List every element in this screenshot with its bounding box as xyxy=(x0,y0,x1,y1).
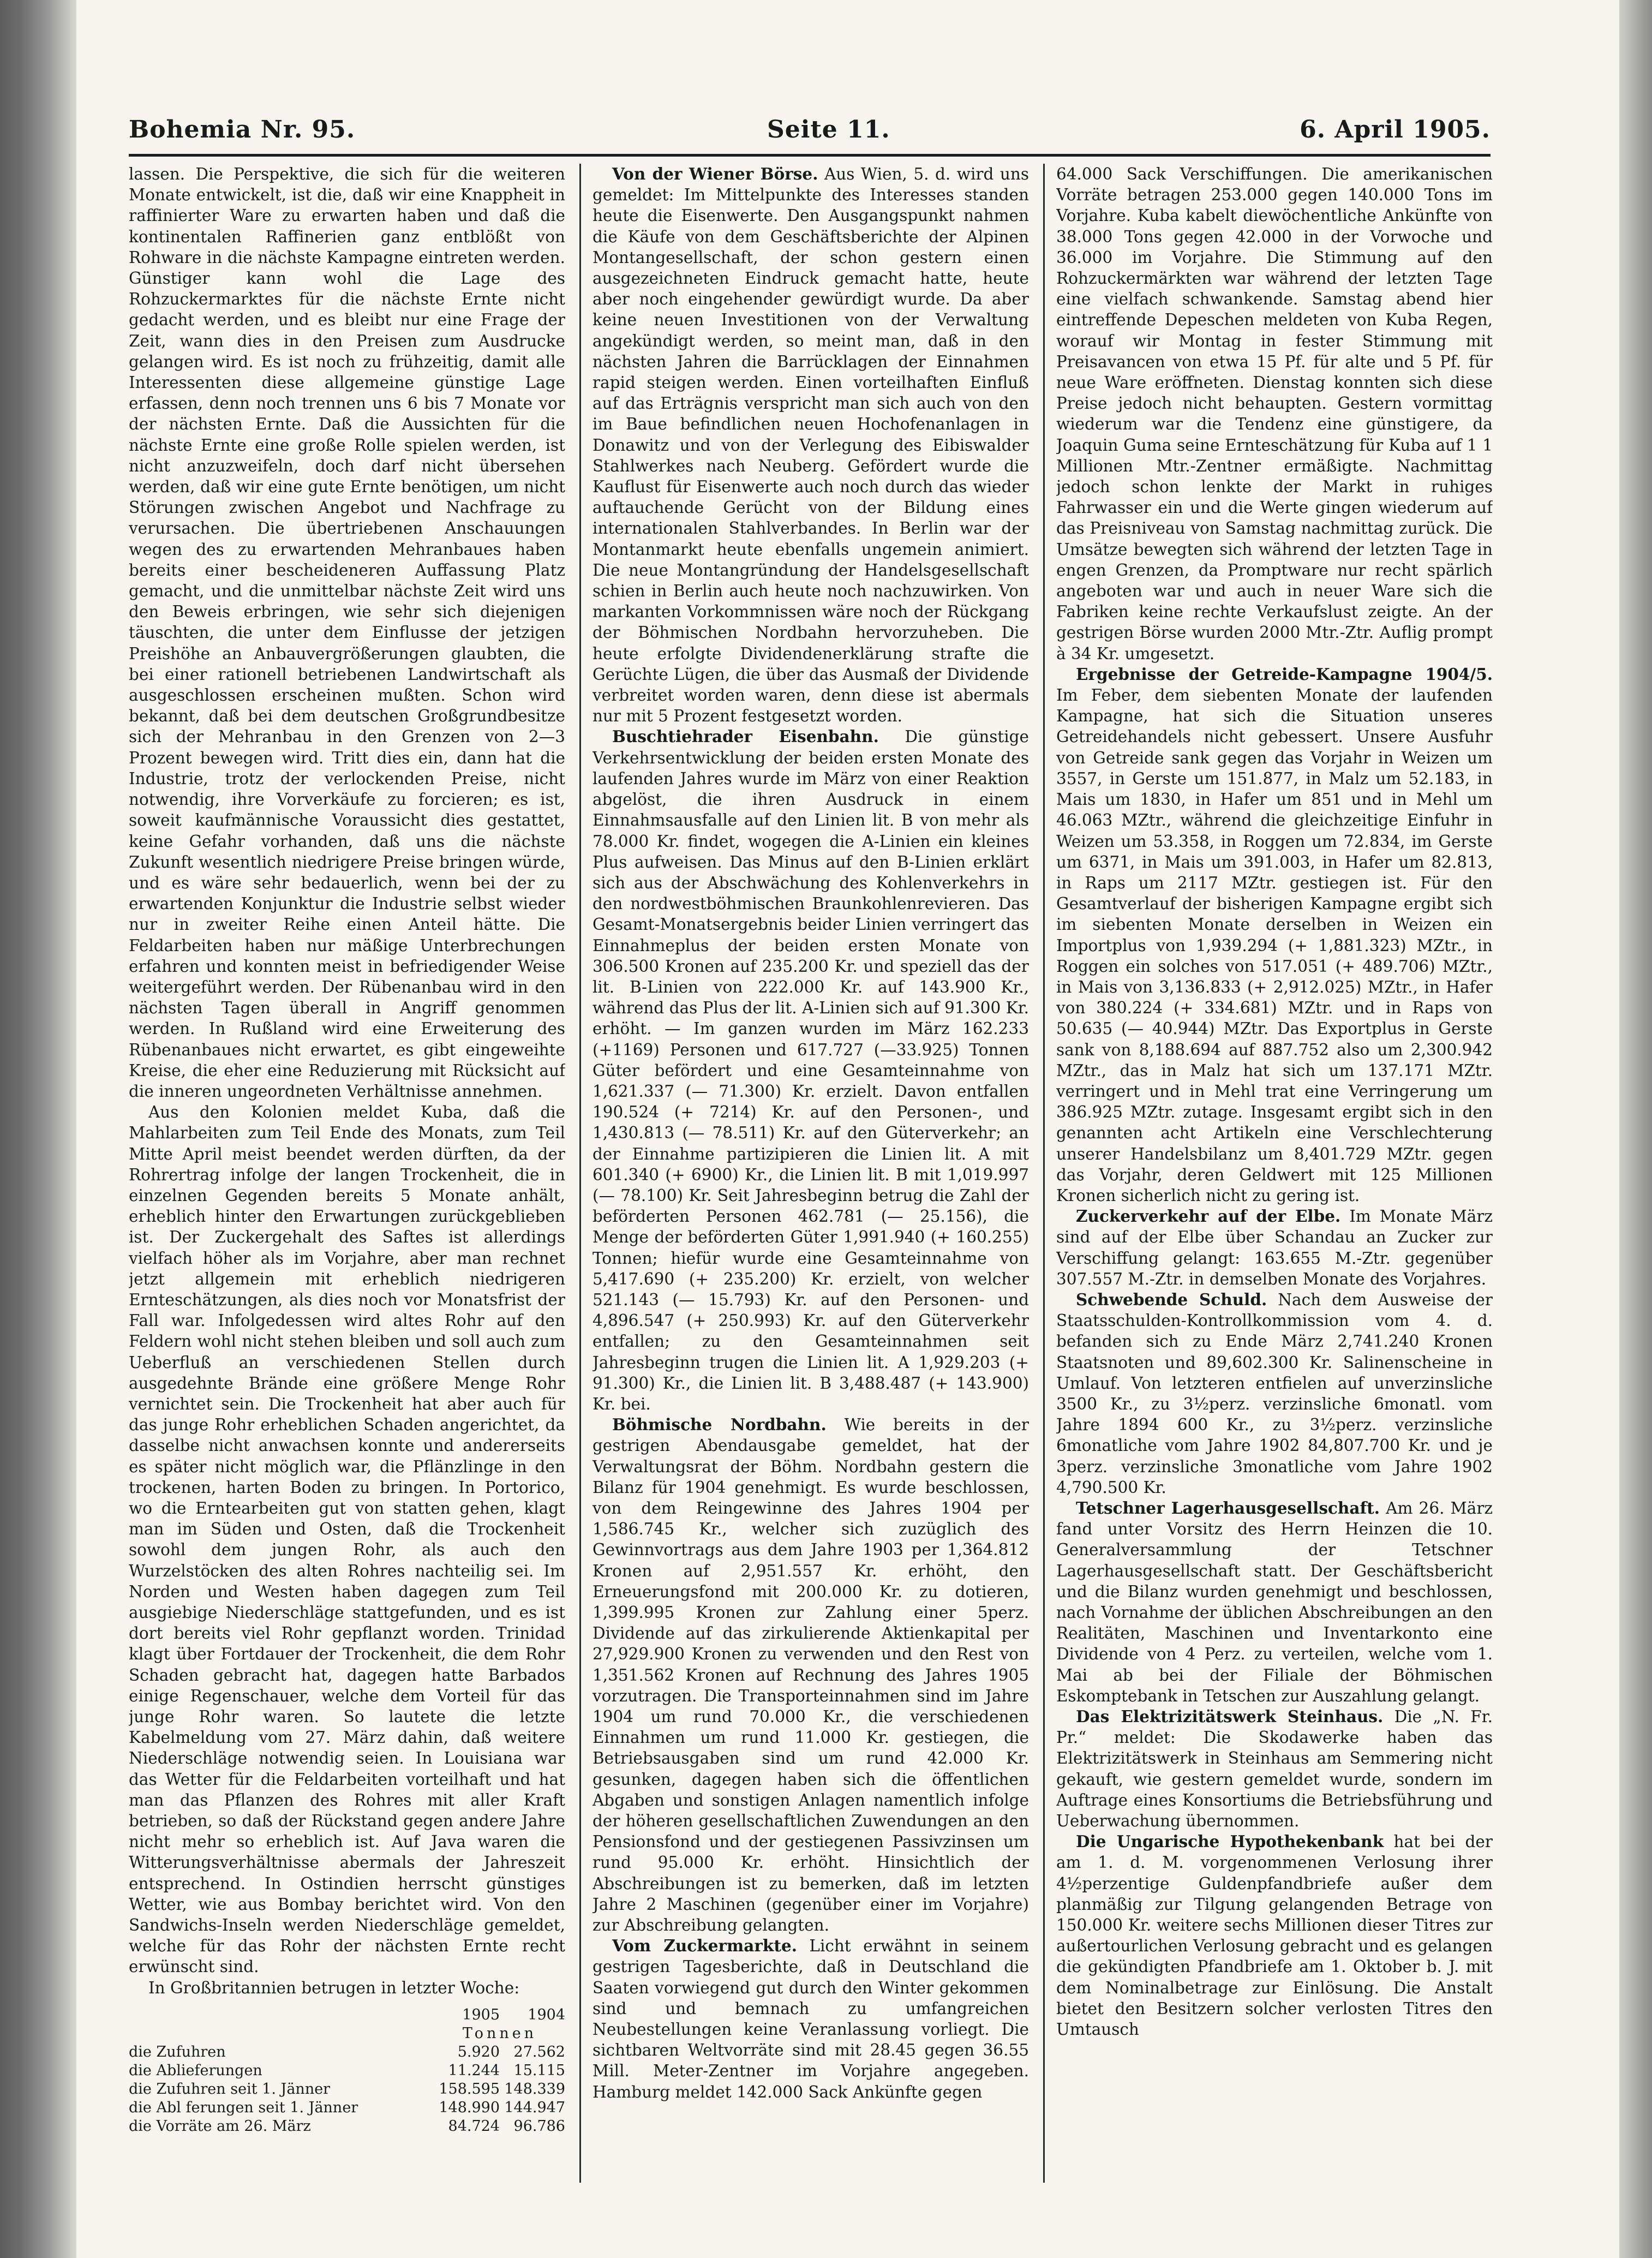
article-schwebende-schuld: Nach dem Ausweise der Staatsschulden-Kontrollkommission vom 4. d. befanden sich zu Ende März 2,741.240 Kronen Staatsnoten und 89,602.300 Kr. Salinenscheine in Umlauf. Von letzteren entfielen auf unverzinsliche 3500 Kr., zu 3½perz. verzinsliche 6monatl. vom Jahre 1894 600 Kr., zu 3½perz. verzinsliche 6monatliche vom Jahre 1902 84,807.700 Kr. und je 3perz. verzinsliche 3monatliche vom Jahre 1902 4,790.500 Kr. xyxy=(1056,1290,1493,1497)
row-value-1904: 27.562 xyxy=(513,2043,565,2060)
row-label: die Ablieferungen xyxy=(129,2062,262,2079)
col1-paragraph-1: lassen. Die Perspektive, die sich für die weiteren Monate entwickelt, ist die, daß wir eine Knappheit in raffinierter Ware zu erwarten haben und daß die kontinentalen Raffinerien ganz entblößt von Rohware in die nächste Kampagne eintreten werden. Günstiger kann wohl die Lage des Rohzuckermarktes für die nächste Ernte nicht gedacht werden, und es bleibt nur eine Frage der Zeit, wann dies in den Preisen zum Ausdrucke gelangen wird. Es ist noch zu frühzeitig, damit alle Interessenten diese allgemeine günstige Lage erfassen, denn noch trennen uns 6 bis 7 Monate vor der nächsten Ernte. Daß die Aussichten für die nächste Ernte eine große Rolle spielen werden, ist nicht anzuzweifeln, doch darf nicht übersehen werden, daß wir eine gute Ernte benötigen, um nicht Störungen zwischen Angebot und Nachfrage zu verursachen. Die übertriebenen Anschauungen wegen des zu erwartenden Mehranbaues haben bereits einer bescheideneren Auffassung Platz gemacht, und die unmittelbar nächste Zeit wird uns den Beweis erbringen, wie sehr sich diejenigen täuschten, die unter dem Einflusse der jetzigen Preishöhe an Anbauvergrößerungen glaubten, die bei einer rationell betriebenen Landwirtschaft als ausgeschlossen erscheinen mußten. Schon wird bekannt, daß bei dem deutschen Großgrundbesitze sich der Mehranbau in den Grenzen von 2—3 Prozent bewegen wird. Tritt dies ein, dann hat die Industrie, trotz der verlockenden Preise, nicht notwendig, ihre Vorverkäufe zu forcieren; es ist, soweit kaufmännische Voraussicht dies gestattet, keine Gefahr vorhanden, daß uns die nächste Zukunft wesentlich niedrigere Preise bringen würde, und es wäre sehr bedauerlich, wenn bei der zu erwartenden Konjunktur die Industrie selbst wieder nur in zweiter Reihe einen Anteil hätte. Die Feldarbeiten haben nur mäßige Unterbrechungen erfahren und konnten meist in befriedigender Weise weitergeführt werden. Der Rübenanbau wird in den nächsten Tagen überall in Angriff genommen werden. In Rußland wird eine Erweiterung des Rübenanbaues nicht erwartet, es gibt eingeweihte Kreise, die eher eine Reduzierung mit Rücksicht auf die inneren ungeordneten Verhältnisse annehmen. xyxy=(129,165,565,1101)
row-value-1905: 11.244 xyxy=(448,2062,500,2079)
article-getreide-kampagne: Im Feber, dem siebenten Monate der laufenden Kampagne, hat sich die Situation unseres Getreidehandels nicht gebessert. Unsere Ausfuhr von Getreide sank gegen das Vorjahr in Weizen um 3557, in Gerste um 151.877, in Malz um 52.183, in Mais um 1830, in Hafer um 851 und in Mehl um 46.063 MZtr., während die gleichzeitige Einfuhr in Weizen um 53.358, in Roggen um 72.834, im Gerste um 6371, in Mais um 391.003, in Hafer um 82.813, in Raps um 2117 MZtr. gestiegen ist. Für den Gesamtverlauf der bisherigen Kampagne ergibt sich im siebenten Monate derselben in Weizen ein Importplus von 1,939.294 (+ 1,881.323) MZtr., in Roggen ein solches von 517.051 (+ 489.706) MZtr., in Mais von 3,136.833 (+ 2,912.025) MZtr., in Hafer von 380.224 (+ 334.681) MZtr. und in Raps von 50.635 (— 40.944) MZtr. Das Exportplus in Gerste sank von 8,188.694 auf 887.752 also um 2,300.942 MZtr., das in Malz hat sich um 137.171 MZtr. verringert und in Mehl trat eine Verringerung um 386.925 MZtr. zutage. Insgesamt ergibt sich in den genannten acht Artikeln eine Verschlechterung unserer Handelsbilanz um 8,401.729 MZtr. gegen das Vorjahr, deren Geldwert mit 125 Millionen Kronen sicherlich nicht zu gering ist. xyxy=(1056,686,1493,1205)
table-unit: Tonnen xyxy=(462,2024,537,2042)
scan-edge-right xyxy=(1619,0,1652,2258)
row-label: die Zufuhren xyxy=(129,2043,226,2060)
row-label: die Zufuhren seit 1. Jänner xyxy=(129,2080,331,2098)
row-value-1905: 84.724 xyxy=(448,2117,500,2135)
article-tetschner-lagerhaus: Am 26. März fand unter Vorsitz des Herrn Heinzen die 10. Generalversammlung der Tetschner Lagerhausgesellschaft statt. Der Geschäftsbericht und die Bilanz wurden genehmigt und beschlossen, nach Vornahme der üblichen Abschreibungen an den Realitäten, Maschinen und Inventarkonto eine Dividende von 4 Perz. zu verteilen, welche vom 1. Mai ab bei der Filiale der Böhmischen Eskomptebank in Tetschen zur Auszahlung gelangt. xyxy=(1056,1499,1493,1705)
row-value-1904: 15.115 xyxy=(513,2062,565,2079)
headline-elektrizitaetswerk: Das Elektrizitätswerk Steinhaus. xyxy=(1076,1707,1384,1727)
table-row xyxy=(129,2043,565,2062)
header-date: 6. April 1905. xyxy=(1300,116,1491,144)
headline-wiener-boerse: Von der Wiener Börse. xyxy=(612,164,818,183)
header-issue: Bohemia Nr. 95. xyxy=(129,116,356,144)
column-2 xyxy=(592,164,1029,2194)
row-value-1904: 144.947 xyxy=(504,2099,565,2116)
article-wiener-boerse: Aus Wien, 5. d. wird uns gemeldet: Im Mittelpunkte des Interesses standen heute die Eisenwerte. Den Ausgangspunkt nahmen die Käufe von dem Geschäftsberichte der Alpinen Montangesellschaft, der schon gestern einen ausgezeichneten Eindruck gemacht hatte, heute aber noch eingehender gewürdigt wurde. Da aber keine neuen Investitionen von der Verwaltung angekündigt werden, so meint man, daß in den nächsten Jahren die Barrücklagen der Einnahmen rapid steigen werden. Einen vorteilhaften Einfluß auf das Erträgnis verspricht man sich auch von den im Baue befindlichen neuen Hochofenanlagen in Donawitz und von der Verlegung des Eibiswalder Stahlwerkes nach Neuberg. Gefördert wurde die Kauflust für Eisenwerte auch noch durch das wieder auftauchende Gerücht von der Bildung eines internationalen Stahlverbandes. In Berlin war der Montanmarkt heute ebenfalls ungemein animiert. Die neue Montangründung der Handelsgesellschaft schien in Berlin auch heute noch nachzuwirken. Von markanten Vorkommnissen wäre noch der Rückgang der Böhmischen Nordbahn hervorzuheben. Die heute erfolgte Dividendenerklärung strafte die Gerüchte Lügen, die über das Ausmaß der Dividende verbreitet worden waren, denn diese ist abermals nur mit 5 Prozent festgesetzt worden. xyxy=(592,165,1029,726)
article-elektrizitaetswerk: Die „N. Fr. Pr.“ meldet: Die Skodawerke haben das Elektrizitätswerk in Steinhaus am Semmering nicht gekauft, wie gestern gemeldet wurde, sondern im Auftrage eines Konsortiums die Betriebsführung und Ueberwachung übernommen. xyxy=(1056,1707,1493,1831)
row-value-1904: 96.786 xyxy=(513,2117,565,2135)
year-1904: 1904 xyxy=(528,2006,565,2023)
row-label: die Vorräte am 26. März xyxy=(129,2117,311,2135)
row-value-1905: 5.920 xyxy=(457,2043,500,2060)
column-divider-2 xyxy=(1043,164,1045,2183)
header-rule xyxy=(129,154,1491,157)
table-row xyxy=(129,2099,565,2117)
article-hypothekenbank: hat bei der am 1. d. M. vorgenommenen Verlosung ihrer 4½perzentige Guldenpfandbriefe außer dem planmäßig zur Tilgung gelangenden Betrage von 150.000 Kr. weitere sechs Millionen dieser Titres zur außertourlichen Verlosung gebracht und es gelangen die gekündigten Pfandbriefe am 1. Oktober b. J. mit dem Nominalbetrage zur Einlösung. Die Anstalt bietet den Besitzern solcher verlosten Titres den Umtausch xyxy=(1056,1832,1493,2039)
headline-nordbahn: Böhmische Nordbahn. xyxy=(612,1415,827,1435)
article-zuckerverkehr-elbe: Im Monate März sind auf der Elbe über Schandau an Zucker zur Verschiffung gelangt: 163.655 M.-Ztr. gegenüber 307.557 M.-Ztr. in demselben Monate des Vorjahres. xyxy=(1056,1207,1493,1288)
table-row xyxy=(129,2062,565,2080)
scan-edge-left xyxy=(0,0,76,2258)
column-1 xyxy=(129,164,565,2194)
row-value-1905: 158.595 xyxy=(439,2080,500,2098)
headline-zuckermarkt: Vom Zuckermarkte. xyxy=(612,1936,797,1956)
article-zuckermarkt: Licht erwähnt in seinem gestrigen Tagesberichte, daß in Deutschland die Saaten vorwiegend gut durch den Winter gekommen sind und bemnach zu umfangreichen Neubestellungen keine Veranlassung vorliegt. Die sichtbaren Weltvorräte sind mit 28.45 gegen 36.55 Mill. Meter-Zentner im Vorjahre angegeben. Hamburg meldet 142.000 Sack Ankünfte gegen xyxy=(592,1937,1029,2101)
col1-paragraph-2: Aus den Kolonien meldet Kuba, daß die Mahlarbeiten zum Teil Ende des Monats, zum Teil Mitte April meist beendet werden dürften, da der Rohrertrag infolge der langen Trockenheit, die in einzelnen Gegenden bereits 5 Monate anhält, erheblich hinter den Erwartungen zurückgeblieben ist. Der Zuckergehalt des Saftes ist allerdings vielfach höher als im Vorjahre, aber man rechnet jetzt allgemein mit erheblich niedrigeren Ernteschätzungen, als dies noch vor Monatsfrist der Fall war. Infolgedessen wird altes Rohr auf den Feldern wohl nicht stehen bleiben und soll auch zum Ueberfluß an verschiedenen Stellen durch ausgedehnte Brände eine größere Menge Rohr vernichtet sein. Die Trockenheit hat aber auch für das junge Rohr erheblichen Schaden angerichtet, da dasselbe nicht anwachsen konnte und andererseits es später nicht möglich war, die Pflänzlinge in den trockenen, harten Boden zu bringen. In Portorico, wo die Erntearbeiten gut von statten gehen, klagt man im Süden und Osten, daß die Trockenheit sowohl dem jungen Rohr, als auch den Wurzelstöcken des alten Rohres nachteilig sei. Im Norden und Westen haben dagegen zum Teil ausgiebige Niederschläge stattgefunden, und es ist dort bereits viel Rohr gepflanzt worden. Trinidad klagt über Fortdauer der Trockenheit, die dem Rohr Schaden gebracht hat, dagegen hatte Barbados einige Regenschauer, welche dem Vorteil für das junge Rohr waren. So lautete die letzte Kabelmeldung vom 27. März dahin, daß weitere Niederschläge notwendig seien. In Louisiana war das Wetter für die Feldarbeiten vorteilhaft und hat man das Pflanzen des Rohres mit aller Kraft betrieben, so daß der Rückstand gegen andere Jahre nicht mehr so erheblich ist. Auf Java waren die Witterungsverhältnisse abermals der Jahreszeit entsprechend. In Ostindien herrscht günstiges Wetter, wie aus Bombay berichtet wird. Von den Sandwichs-Inseln werden Niederschläge gemeldet, welche für das Rohr der nächsten Ernte recht erwünscht sind. xyxy=(129,1103,565,1976)
col1-paragraph-3: In Großbritannien betrugen in letzter Woche: xyxy=(148,1978,520,1997)
headline-zuckerverkehr-elbe: Zuckerverkehr auf der Elbe. xyxy=(1076,1206,1341,1226)
article-nordbahn: Wie bereits in der gestrigen Abendausgabe gemeldet, hat der Verwaltungsrat der Böhm. Nordbahn gestern die Bilanz für 1904 genehmigt. Es wurde beschlossen, von dem Reingewinne des Jahres 1904 per 1,586.745 Kr., welcher sich zuzüglich des Gewinnvortrags aus dem Jahre 1903 per 1,364.812 Kronen auf 2,951.557 Kr. erhöht, den Erneuerungsfond mit 200.000 Kr. zu dotieren, 1,399.995 Kronen zur Zahlung einer 5perz. Dividende auf das zirkulierende Aktienkapital per 27,929.900 Kronen zu verwenden und den Rest von 1,351.562 Kronen auf Rechnung des Jahres 1905 vorzutragen. Die Transporteinnahmen sind im Jahre 1904 um rund 70.000 Kr., die verschiedenen Einnahmen um rund 11.000 Kr. gestiegen, die Betriebsausgaben sind um rund 42.000 Kr. gesunken, dagegen haben sich die öffentlichen Abgaben und sonstigen Anlagen namentlich infolge der höheren gesellschaftlichen Zuwendungen an den Pensionsfond und der gestiegenen Passivzinsen um rund 95.000 Kr. erhöht. Hinsichtlich der Abschreibungen ist zu bemerken, daß im letzten Jahre 2 Maschinen (gegenüber einer im Vorjahre) zur Abschreibung gelangten. xyxy=(592,1415,1029,1935)
headline-buschtiehrader: Buschtiehrader Eisenbahn. xyxy=(612,727,879,746)
headline-hypothekenbank: Die Ungarische Hypothekenbank xyxy=(1076,1832,1384,1851)
table-header-row xyxy=(129,2006,565,2024)
col3-continuation: 64.000 Sack Verschiffungen. Die amerikanischen Vorräte betragen 253.000 gegen 140.000 Tons im Vorjahre. Kuba kabelt diewöchentliche Ankünfte von 38.000 Tons gegen 42.000 in der Vorwoche und 36.000 im Vorjahre. Die Stimmung auf den Rohzuckermärkten war während der letzten Tage eine vielfach schwankende. Samstag abend hier eintreffende Depeschen meldeten von Kuba Regen, worauf wir Montag in fester Stimmung mit Preisavancen von etwa 15 Pf. für alte und 5 Pf. für neue Ware eröffneten. Dienstag konnten sich diese Preise jedoch nicht behaupten. Gestern vormittag wiederum war die Tendenz eine günstigere, da Joaquin Guma seine Ernteschätzung für Kuba auf 1 1 Millionen Mtr.-Zentner ermäßigte. Nachmittag jedoch schon lenkte der Markt in ruhiges Fahrwasser ein und die Werte gingen wiederum auf das Preisniveau von Samstag nachmittag zurück. Die Umsätze bewegten sich während der letzten Tage in engen Grenzen, da Promptware nur recht spärlich angeboten war und auch in neuer Ware sich die Fabriken keine rechte Verkaufslust zeigte. An der gestrigen Börse wurden 2000 Mtr.-Ztr. Auflig prompt à 34 Kr. umgesetzt. xyxy=(1056,165,1493,663)
row-value-1904: 148.339 xyxy=(504,2080,565,2098)
sugar-statistics-table xyxy=(129,2006,565,2136)
page-header xyxy=(129,116,1491,154)
row-label: die Abl ferungen seit 1. Jänner xyxy=(129,2099,358,2116)
table-row xyxy=(129,2117,565,2136)
headline-tetschner-lagerhaus: Tetschner Lagerhausgesellschaft. xyxy=(1076,1498,1380,1518)
article-buschtiehrader: Die günstige Verkehrsentwicklung der beiden ersten Monate des laufenden Jahres wurde im März von einer Reaktion abgelöst, die ihren Ausdruck in einem Einnahmsausfalle auf den Linien lit. B von mehr als 78.000 Kr. findet, wogegen die A-Linien ein kleines Plus aufweisen. Das Minus auf den B-Linien erklärt sich aus der Abschwächung des Kohlenverkehrs in den nordwestböhmischen Braunkohlenrevieren. Das Gesamt-Monatsergebnis beider Linien verringert das Einnahmeplus der beiden ersten Monate von 306.500 Kronen auf 235.200 Kr. und speziell das der lit. B-Linien von 222.000 Kr. auf 143.900 Kr., während das Plus der lit. A-Linien sich auf 91.300 Kr. erhöht. — Im ganzen wurden im März 162.233 (+1169) Personen und 617.727 (—33.925) Tonnen Güter befördert und eine Gesamteinnahme von 1,621.337 (— 71.300) Kr. erzielt. Davon entfallen 190.524 (+ 7214) Kr. auf den Personen-, und 1,430.813 (— 78.511) Kr. auf den Güterverkehr; an der Einnahme partizipieren die Linien lit. A mit 601.340 (+ 6900) Kr., die Linien lit. B mit 1,019.997 (— 78.100) Kr. Seit Jahresbeginn betrug die Zahl der beförderten Personen 462.781 (— 25.156), die Menge der beförderten Güter 1,991.940 (+ 160.255) Tonnen; hiefür wurde eine Gesamteinnahme von 5,417.690 (+ 235.200) Kr. erzielt, von welcher 521.143 (— 15.793) Kr. auf den Personen- und 4,896.547 (+ 250.993) Kr. auf den Güterverkehr entfallen; zu den Gesamteinnahmen seit Jahresbeginn trugen die Linien lit. A 1,929.203 (+ 91.300) Kr., die Linien lit. B 3,488.487 (+ 143.900) Kr. bei. xyxy=(592,727,1029,1413)
headline-schwebende-schuld: Schwebende Schuld. xyxy=(1076,1289,1267,1309)
table-unit-row xyxy=(129,2024,565,2043)
column-3 xyxy=(1056,164,1493,2194)
column-divider-1 xyxy=(579,164,581,2183)
header-page-number: Seite 11. xyxy=(767,116,890,144)
table-row xyxy=(129,2080,565,2099)
year-1905: 1905 xyxy=(462,2006,500,2023)
row-value-1905: 148.990 xyxy=(439,2099,500,2116)
headline-getreide-kampagne: Ergebnisse der Getreide-Kampagne 1904/5. xyxy=(1076,664,1493,684)
